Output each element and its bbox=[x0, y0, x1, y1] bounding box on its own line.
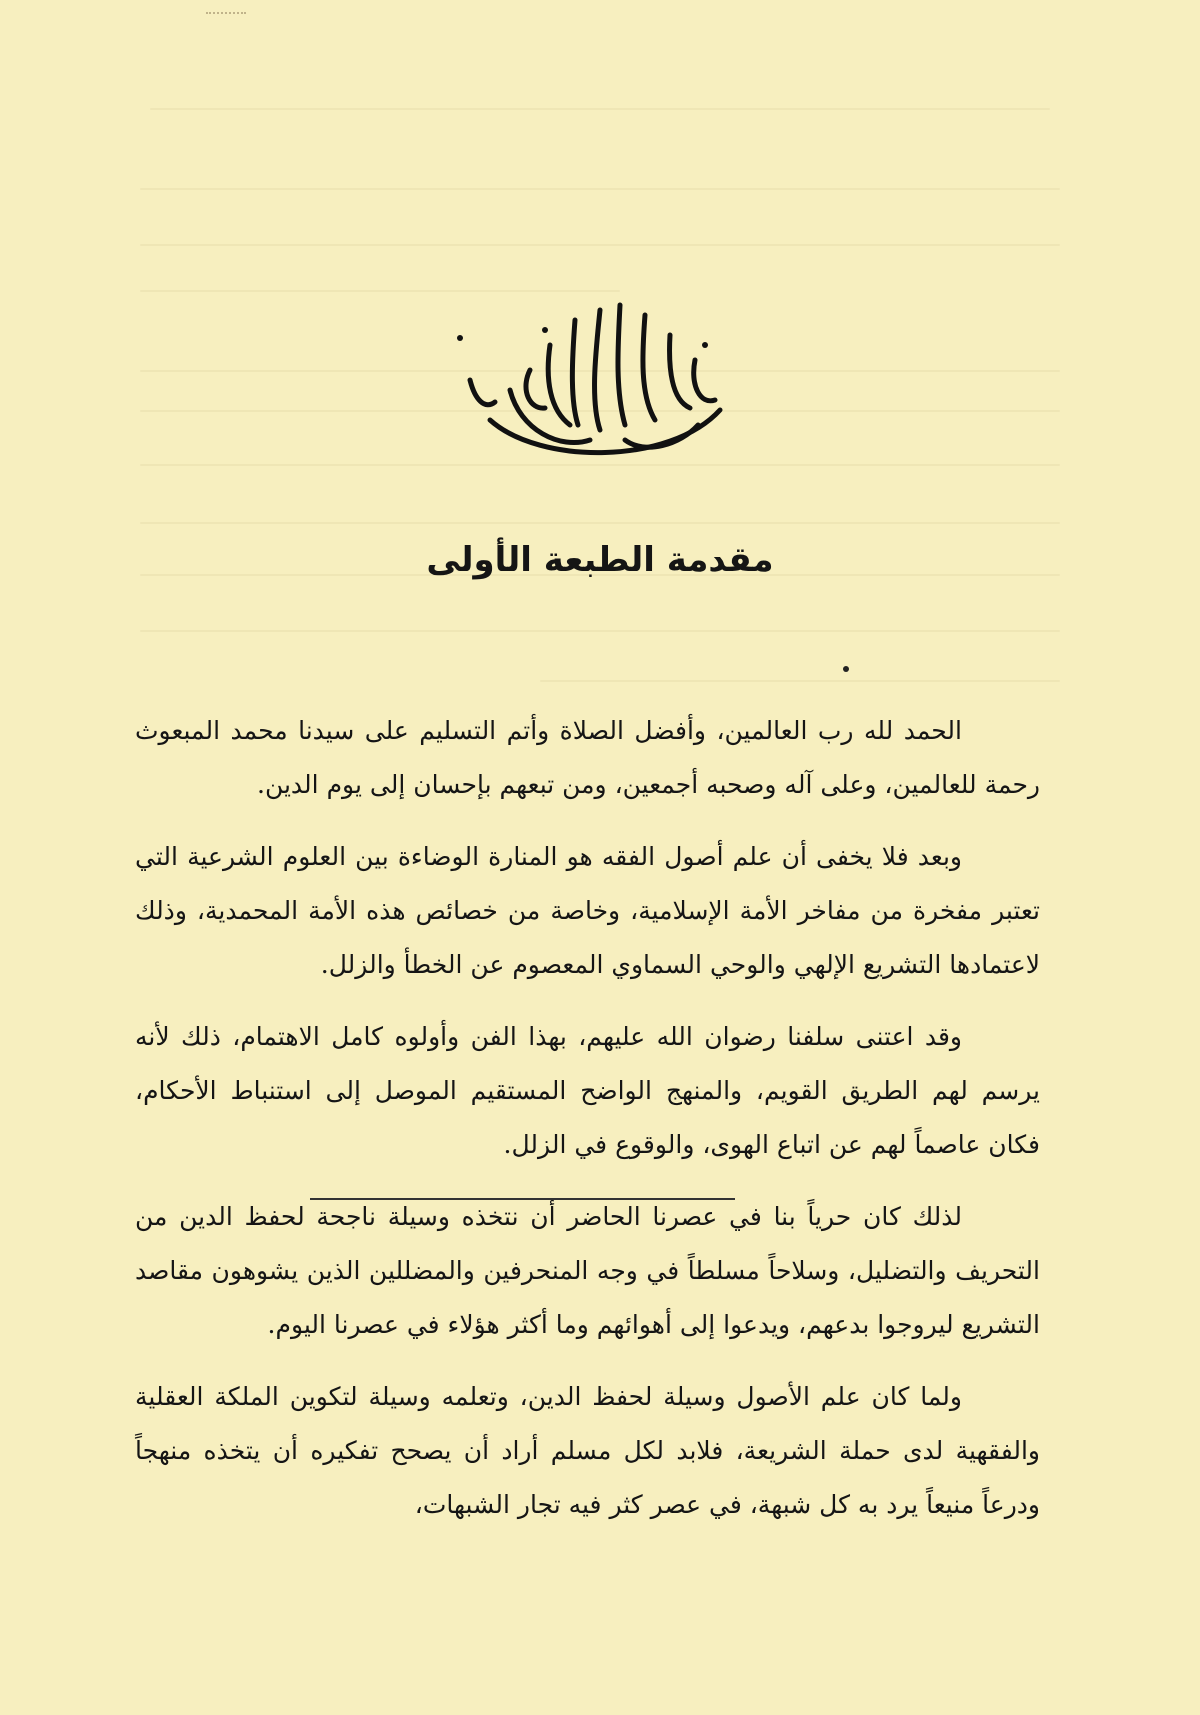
decorative-dot bbox=[843, 666, 849, 672]
paragraph-1: الحمد لله رب العالمين، وأفضل الصلاة وأتم التسليم على سيدنا محمد المبعوث رحمة للعالمين، وعلى آله وصحبه أجمعين، ومن تبعهم بإحسان إلى يوم الدين. bbox=[135, 716, 1040, 799]
paragraph-2: وبعد فلا يخفى أن علم أصول الفقه هو المنارة الوضاءة بين العلوم الشرعية التي تعتبر مفخرة من مفاخر الأمة الإسلامية، وخاصة من خصائص هذه الأمة المحمدية، وذلك لاعتمادها التشريع الإلهي والوحي السماوي المعصوم عن الخطأ والزلل. bbox=[135, 842, 1040, 979]
paragraph-4: لذلك كان حرياً بنا في عصرنا الحاضر أن نتخذه وسيلة ناجحة لحفظ الدين من التحريف والتضليل، وسلاحاً مسلطاً في وجه المنحرفين والمضللين الذين يشوهون مقاصد التشريع ليروجوا بدعهم، ويدعوا إلى أهوائهم وما أكثر هؤلاء في عصرنا اليوم. bbox=[135, 1202, 1040, 1339]
paragraph-5: ولما كان علم الأصول وسيلة لحفظ الدين، وتعلمه وسيلة لتكوين الملكة العقلية والفقهية لدى حملة الشريعة، فلابد لكل مسلم أراد أن يصحح تفكيره أن يتخذه منهجاً ودرعاً منيعاً يرد به كل شبهة، في عصر كثر فيه تجار الشبهات، bbox=[135, 1382, 1040, 1519]
paragraph-3: وقد اعتنى سلفنا رضوان الله عليهم، بهذا الفن وأولوه كامل الاهتمام، ذلك لأنه يرسم لهم الطريق القويم، والمنهج الواضح المستقيم الموصل إلى استنباط الأحكام، فكان عاصماً لهم عن اتباع الهوى، والوقوع في الزلل. bbox=[135, 1022, 1040, 1159]
page-heading: مقدمة الطبعة الأولى bbox=[426, 540, 774, 580]
body-text bbox=[135, 704, 1040, 1550]
handwritten-underline bbox=[310, 1198, 735, 1200]
scan-marks bbox=[206, 12, 246, 18]
basmala-calligraphy bbox=[450, 290, 750, 470]
